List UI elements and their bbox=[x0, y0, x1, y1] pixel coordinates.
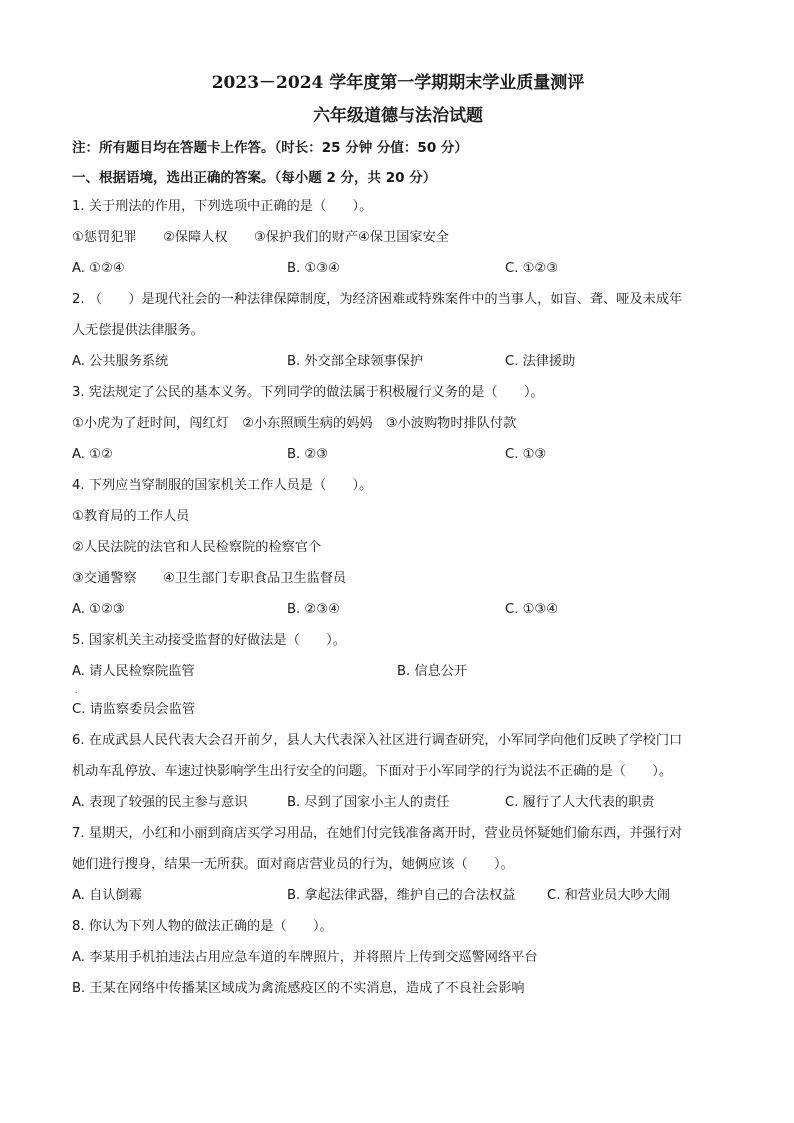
question-5-options-row bbox=[72, 663, 724, 681]
question-4-stem: 4. 下列应当穿制服的国家机关工作人员是（ ）。 bbox=[72, 478, 373, 493]
question-7-options bbox=[72, 887, 724, 905]
question-3-items: ①小虎为了赶时间，闯红灯 ②小东照顾生病的妈妈 ③小波购物时排队付款 bbox=[72, 416, 517, 431]
question-8-option-b: B. 王某在网络中传播某区域成为禽流感疫区的不实消息，造成了不良社会影响 bbox=[72, 981, 525, 996]
question-6-option-b: B. 尽到了国家小主人的责任 bbox=[287, 795, 450, 810]
question-8-option-a: A. 李某用手机拍违法占用应急车道的车牌照片，并将照片上传到交巡警网络平台 bbox=[72, 950, 538, 965]
question-3-option-c: C. ①③ bbox=[505, 447, 547, 462]
exam-title: 2023－2024 学年度第一学期期末学业质量测评 bbox=[211, 73, 585, 93]
exam-subtitle: 六年级道德与法治试题 bbox=[313, 106, 483, 126]
section-heading: 一、根据语境，选出正确的答案。（每小题 2 分，共 20 分） bbox=[72, 170, 437, 186]
question-7-stem-line2: 她们进行搜身，结果一无所获。面对商店营业员的行为，她俩应该（ ）。 bbox=[72, 857, 514, 872]
question-2-stem-line1: 2. （ ）是现代社会的一种法律保障制度，为经济困难或特殊案件中的当事人，如盲、聋、哑及未成年 bbox=[72, 292, 683, 307]
stray-dot-mark: . bbox=[75, 686, 78, 695]
question-1-options bbox=[72, 260, 724, 278]
question-4-option-c: C. ①③④ bbox=[505, 602, 559, 617]
question-2-option-b: B. 外交部全球领事保护 bbox=[287, 354, 424, 369]
question-4-options bbox=[72, 601, 724, 619]
question-5-option-c: C. 请监察委员会监管 bbox=[72, 702, 196, 717]
question-1-stem: 1. 关于刑法的作用，下列选项中正确的是（ ）。 bbox=[72, 199, 373, 214]
question-3-options bbox=[72, 446, 724, 464]
question-2-option-c: C. 法律援助 bbox=[505, 354, 576, 369]
question-1-option-a: A. ①②④ bbox=[72, 261, 125, 276]
question-3-stem: 3. 宪法规定了公民的基本义务。下列同学的做法属于积极履行义务的是（ ）。 bbox=[72, 385, 544, 400]
question-1-items: ①惩罚犯罪 ②保障人权 ③保护我们的财产④保卫国家安全 bbox=[72, 230, 449, 245]
question-4-item-3: ③交通警察 ④卫生部门专职食品卫生监督员 bbox=[72, 571, 347, 586]
question-5-option-a: A. 请人民检察院监管 bbox=[72, 664, 195, 679]
question-4-option-b: B. ②③④ bbox=[287, 602, 340, 617]
question-6-option-a: A. 表现了较强的民主参与意识 bbox=[72, 795, 248, 810]
question-6-option-c: C. 履行了人大代表的职责 bbox=[505, 795, 655, 810]
question-7-option-c: C. 和营业员大吵大闹 bbox=[547, 888, 671, 903]
question-2-option-a: A. 公共服务系统 bbox=[72, 354, 169, 369]
question-7-option-a: A. 自认倒霉 bbox=[72, 888, 142, 903]
question-6-options bbox=[72, 794, 724, 812]
question-5-stem: 5. 国家机关主动接受监督的好做法是（ ）。 bbox=[72, 633, 346, 648]
question-7-option-b: B. 拿起法律武器，维护自己的合法权益 bbox=[287, 888, 516, 903]
question-4-option-a: A. ①②③ bbox=[72, 602, 125, 617]
question-8-stem: 8. 你认为下列人物的做法正确的是（ ）。 bbox=[72, 919, 333, 934]
question-1-option-c: C. ①②③ bbox=[505, 261, 559, 276]
question-3-option-a: A. ①② bbox=[72, 447, 113, 462]
question-6-stem-line2: 机动车乱停放、车速过快影响学生出行安全的问题。下面对于小军同学的行为说法不正确的是（ ）。 bbox=[72, 764, 673, 779]
question-2-stem-line2: 人无偿提供法律服务。 bbox=[72, 323, 204, 338]
question-4-item-1: ①教育局的工作人员 bbox=[72, 509, 190, 524]
exam-note: 注：所有题目均在答题卡上作答。（时长：25 分钟 分值：50 分） bbox=[72, 140, 468, 156]
question-6-stem-line1: 6. 在成武县人民代表大会召开前夕，县人大代表深入社区进行调查研究，小军同学向他们反映了学校门口 bbox=[72, 733, 683, 748]
question-2-options bbox=[72, 353, 724, 371]
question-3-option-b: B. ②③ bbox=[287, 447, 329, 462]
question-5-option-b: B. 信息公开 bbox=[397, 664, 468, 679]
question-7-stem-line1: 7. 星期天，小红和小丽到商店买学习用品，在她们付完钱准备离开时，营业员怀疑她们偷东西，并强行对 bbox=[72, 826, 683, 841]
question-4-item-2: ②人民法院的法官和人民检察院的检察官个 bbox=[72, 540, 322, 555]
question-1-option-b: B. ①③④ bbox=[287, 261, 340, 276]
